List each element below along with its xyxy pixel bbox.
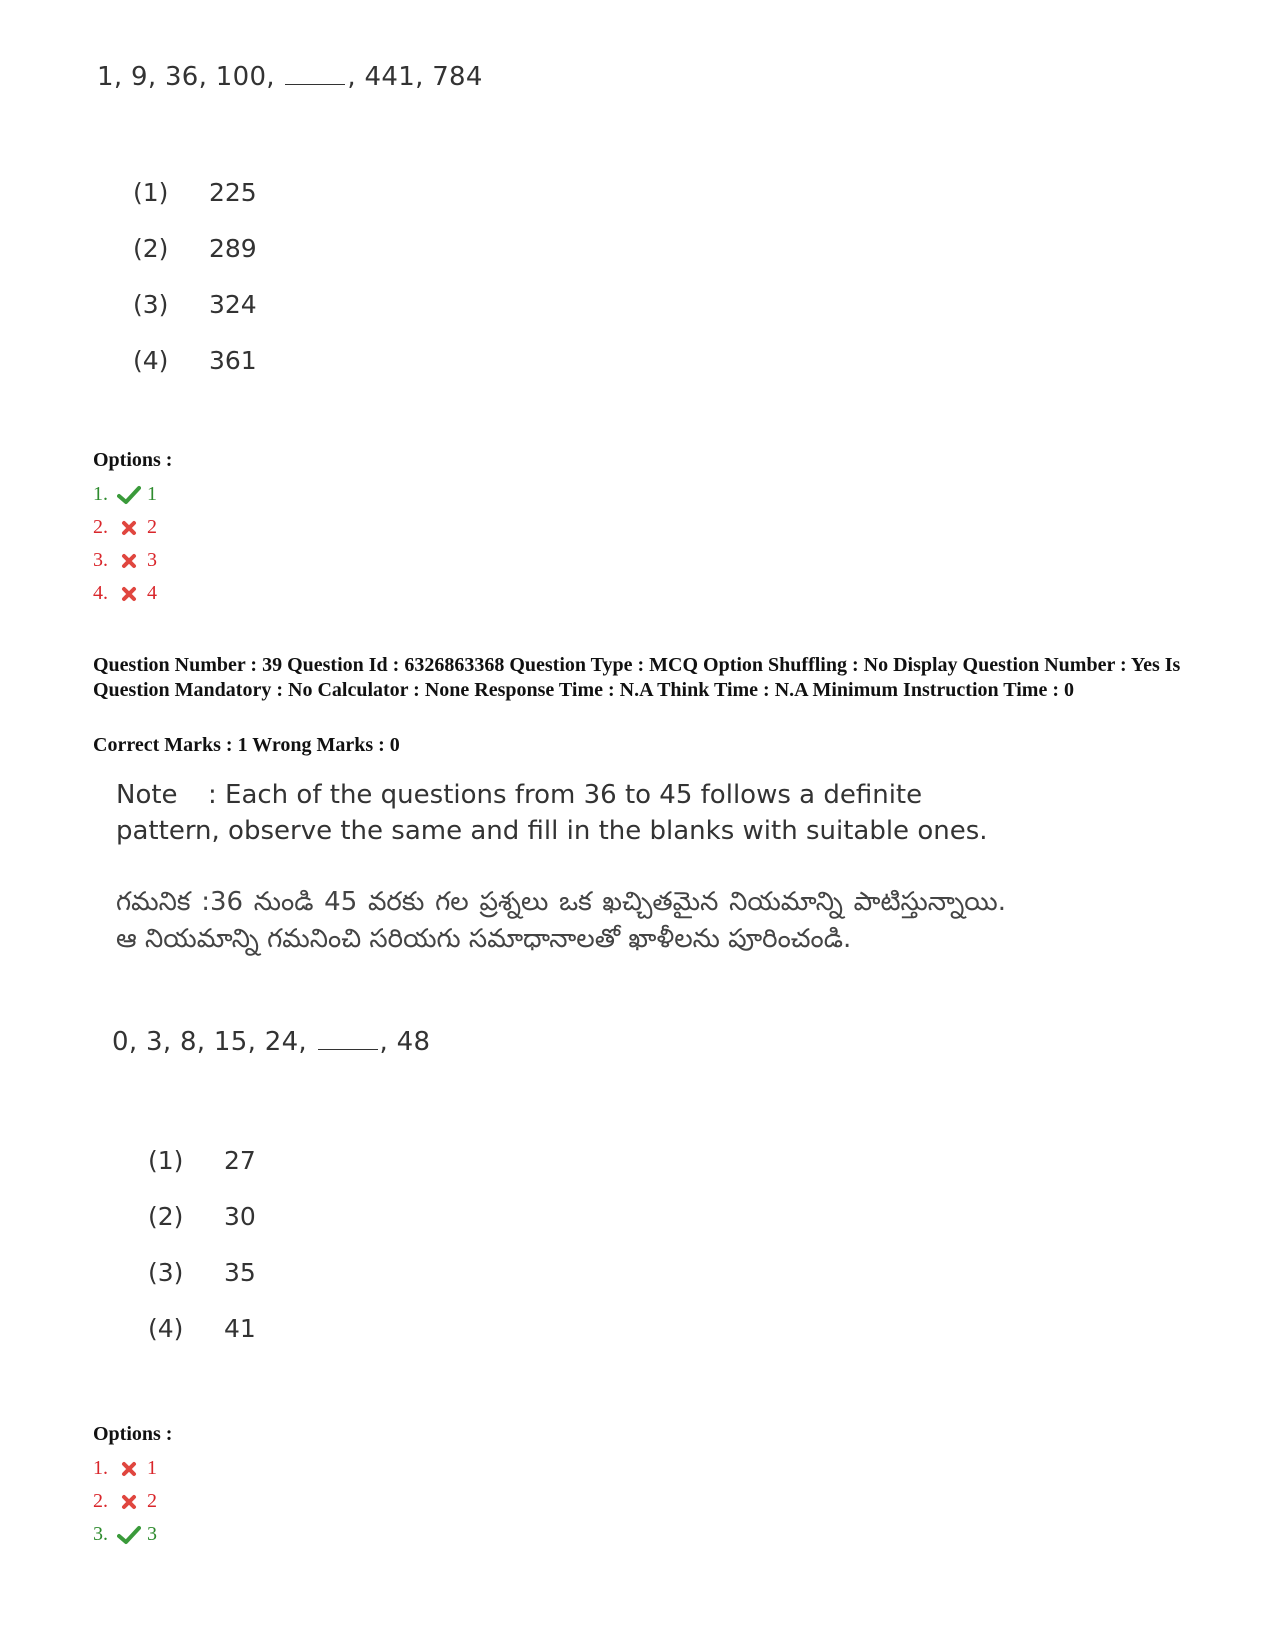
check-icon — [115, 1525, 143, 1545]
blank-line — [318, 1048, 378, 1050]
choice-value: 225 — [209, 177, 257, 207]
answer-index: 2. — [93, 1490, 108, 1512]
answer-option — [93, 1452, 157, 1485]
answer-option — [93, 1485, 157, 1518]
check-icon — [115, 485, 143, 505]
answer-label: 1 — [147, 483, 157, 505]
answer-label: 4 — [147, 582, 157, 604]
q39-sequence-start: 0, 3, 8, 15, 24, — [112, 1027, 316, 1057]
note-label: Note — [116, 780, 178, 810]
answer-index: 3. — [93, 549, 108, 571]
answer-option — [93, 577, 157, 610]
choice-value: 27 — [224, 1145, 256, 1175]
choice-number: (1) — [148, 1145, 184, 1175]
choice-number: (3) — [133, 289, 169, 319]
choice-number: (1) — [133, 177, 169, 207]
q38-choice — [133, 164, 257, 220]
choice-value: 361 — [209, 345, 257, 375]
q38-choice — [133, 332, 257, 388]
q39-answer-list — [93, 1452, 157, 1551]
q39-choice — [148, 1300, 256, 1356]
q38-sequence-end: , 441, 784 — [347, 62, 483, 92]
choice-value: 35 — [224, 1257, 256, 1287]
q39-choice — [148, 1132, 256, 1188]
answer-label: 2 — [147, 516, 157, 538]
blank-line — [285, 83, 345, 85]
choice-value: 289 — [209, 233, 257, 263]
answer-option — [93, 1518, 157, 1551]
q39-telugu-note: గమనిక :36 నుండి 45 వరకు గల ప్రశ్నలు ఒక ఖచ్చితమైన నియమాన్ని పాటిస్తున్నాయి. ఆ నియమాన్ని గమనించి సరియగు సమాధానాలతో ఖాళీలను పూరించండి. — [116, 887, 1006, 954]
q38-choice — [133, 220, 257, 276]
choice-number: (4) — [133, 345, 169, 375]
q38-answer-list — [93, 478, 157, 610]
choice-number: (2) — [148, 1201, 184, 1231]
cross-icon — [115, 520, 143, 536]
choice-value: 324 — [209, 289, 257, 319]
answer-index: 3. — [93, 1523, 108, 1545]
q38-choice — [133, 276, 257, 332]
choice-number: (3) — [148, 1257, 184, 1287]
q38-sequence-start: 1, 9, 36, 100, — [97, 62, 284, 92]
answer-index: 1. — [93, 483, 108, 505]
cross-icon — [115, 1461, 143, 1477]
answer-option — [93, 511, 157, 544]
q39-choice — [148, 1244, 256, 1300]
q38-sequence — [97, 62, 483, 92]
cross-icon — [115, 1494, 143, 1510]
q39-choice — [148, 1188, 256, 1244]
q39-sequence-end: , 48 — [379, 1027, 431, 1057]
answer-index: 4. — [93, 582, 108, 604]
q39-sequence — [112, 1027, 430, 1057]
cross-icon — [115, 553, 143, 569]
q39-note — [116, 777, 1016, 849]
choice-value: 41 — [224, 1313, 256, 1343]
q39-options-heading: Options : — [93, 1423, 173, 1445]
q38-options-heading: Options : — [93, 449, 173, 471]
cross-icon — [115, 586, 143, 602]
choice-number: (4) — [148, 1313, 184, 1343]
answer-option — [93, 478, 157, 511]
choice-value: 30 — [224, 1201, 256, 1231]
answer-index: 1. — [93, 1457, 108, 1479]
q39-marks: Correct Marks : 1 Wrong Marks : 0 — [93, 734, 400, 756]
q39-meta: Question Number : 39 Question Id : 6326863368 Question Type : MCQ Option Shuffling : No Display Question Number : Yes Is Question Mandatory : No Calculator : None Response Time : N.A Think Time : N.A Minimum Instruction Time : 0 — [93, 654, 1181, 701]
note-text: : Each of the questions from 36 to 45 follows a definite pattern, observe the same and fill in the blanks with suitable ones. — [116, 780, 988, 846]
q39-choice-list — [148, 1132, 256, 1356]
q38-choice-list — [133, 164, 257, 388]
answer-label: 3 — [147, 549, 157, 571]
answer-label: 3 — [147, 1523, 157, 1545]
answer-option — [93, 544, 157, 577]
answer-label: 1 — [147, 1457, 157, 1479]
answer-index: 2. — [93, 516, 108, 538]
answer-label: 2 — [147, 1490, 157, 1512]
choice-number: (2) — [133, 233, 169, 263]
